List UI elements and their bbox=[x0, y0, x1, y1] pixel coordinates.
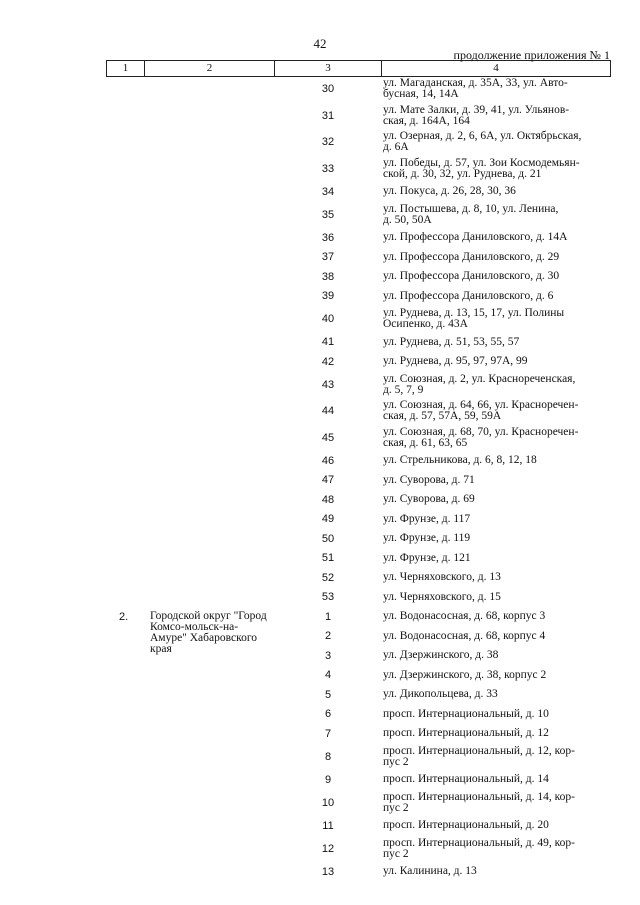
row-address bbox=[383, 475, 608, 486]
row-address bbox=[383, 553, 608, 564]
row-number: 37 bbox=[321, 251, 335, 264]
row-address bbox=[383, 650, 608, 661]
row-number: 11 bbox=[322, 819, 334, 832]
table-row bbox=[0, 77, 640, 104]
row-number: 47 bbox=[321, 474, 335, 487]
address-line: пус 2 bbox=[383, 801, 409, 814]
table-row bbox=[0, 725, 640, 745]
address-line: ул. Калинина, д. 13 bbox=[383, 865, 477, 877]
address-line: д. 6А bbox=[383, 141, 409, 153]
table-row bbox=[0, 203, 640, 230]
row-address bbox=[383, 291, 608, 302]
address-line: ул. Союзная, д. 64, 66, ул. Красноречен- bbox=[383, 399, 579, 411]
address-line: ул. Профессора Даниловского, д. 6 bbox=[383, 289, 554, 302]
column-header-2: 2 bbox=[145, 61, 275, 77]
address-line: ул. Фрунзе, д. 117 bbox=[383, 512, 471, 525]
row-address bbox=[383, 356, 608, 367]
row-number: 48 bbox=[321, 493, 335, 506]
row-address bbox=[383, 78, 608, 100]
address-line: ул. Фрунзе, д. 119 bbox=[383, 532, 471, 544]
row-address bbox=[383, 131, 608, 153]
address-line: д. 50, 50А bbox=[383, 213, 432, 226]
address-line: ул. Профессора Даниловского, д. 29 bbox=[383, 250, 560, 263]
row-number: 52 bbox=[321, 571, 335, 584]
table-row bbox=[0, 791, 640, 818]
address-line: пус 2 bbox=[383, 755, 409, 768]
row-address bbox=[383, 689, 608, 700]
row-address bbox=[383, 592, 608, 603]
continuation-note: продолжение приложения № 1 bbox=[453, 48, 610, 62]
row-number: 34 bbox=[321, 185, 335, 198]
row-address bbox=[383, 866, 608, 877]
address-line: ской, д. 30, 32, ул. Руднева, д. 21 bbox=[383, 167, 542, 180]
table-row bbox=[0, 745, 640, 772]
column-header-table bbox=[106, 60, 611, 77]
address-line: ул. Дикопольцева, д. 33 bbox=[383, 688, 498, 700]
table-row bbox=[0, 511, 640, 531]
address-line: просп. Интернациональный, д. 49, кор- bbox=[383, 836, 575, 849]
address-line: пус 2 bbox=[383, 847, 409, 860]
address-line: ул. Руднева, д. 13, 15, 17, ул. Полины bbox=[383, 307, 565, 319]
row-number: 43 bbox=[321, 378, 335, 391]
address-line: ул. Черняховского, д. 15 bbox=[383, 590, 501, 603]
address-line: ул. Руднева, д. 51, 53, 55, 57 bbox=[383, 335, 520, 348]
row-address bbox=[383, 158, 608, 180]
row-address bbox=[383, 308, 608, 330]
row-number: 32 bbox=[321, 136, 335, 149]
table-row bbox=[0, 589, 640, 609]
address-line: ул. Водонасосная, д. 68, корпус 3 bbox=[383, 610, 546, 622]
row-number: 33 bbox=[321, 162, 335, 175]
address-line: ул. Водонасосная, д. 68, корпус 4 bbox=[383, 629, 546, 642]
table-row bbox=[0, 334, 640, 354]
address-line: просп. Интернациональный, д. 14, кор- bbox=[383, 790, 575, 803]
row-address bbox=[383, 514, 608, 525]
row-address bbox=[383, 709, 608, 720]
row-number: 35 bbox=[321, 208, 335, 221]
row-address bbox=[383, 400, 608, 422]
row-address bbox=[383, 204, 608, 226]
row-address bbox=[383, 427, 608, 449]
row-address bbox=[383, 838, 608, 860]
column-header-3: 3 bbox=[275, 61, 382, 77]
address-line: ул. Дзержинского, д. 38, корпус 2 bbox=[383, 668, 547, 681]
address-line: ул. Союзная, д. 2, ул. Краснореченская, bbox=[383, 372, 576, 385]
row-number: 3 bbox=[324, 649, 332, 662]
row-number: 40 bbox=[321, 313, 335, 326]
address-line: д. 5, 7, 9 bbox=[383, 383, 424, 396]
address-line: ул. Магаданская, д. 35А, 33, ул. Авто- bbox=[383, 77, 568, 89]
row-address bbox=[383, 533, 608, 544]
row-number: 36 bbox=[321, 231, 335, 244]
row-number: 30 bbox=[321, 83, 335, 96]
table-row bbox=[0, 667, 640, 687]
row-number: 44 bbox=[321, 405, 335, 418]
row-number: 42 bbox=[321, 355, 335, 368]
row-number: 9 bbox=[324, 773, 332, 786]
table-row bbox=[0, 104, 640, 131]
row-address bbox=[383, 271, 608, 282]
address-line: ул. Суворова, д. 69 bbox=[383, 493, 475, 505]
row-number: 12 bbox=[321, 842, 335, 855]
address-line: ул. Черняховского, д. 13 bbox=[383, 571, 501, 583]
row-address bbox=[383, 186, 608, 197]
row-number: 13 bbox=[321, 865, 335, 878]
row-number: 39 bbox=[321, 290, 335, 303]
table-row bbox=[0, 491, 640, 511]
row-number: 2 bbox=[324, 630, 332, 643]
row-number: 4 bbox=[324, 669, 332, 682]
row-number: 5 bbox=[324, 688, 332, 701]
row-number: 31 bbox=[321, 109, 335, 122]
address-line: ул. Профессора Даниловского, д. 30 bbox=[383, 270, 560, 282]
table-row bbox=[0, 472, 640, 492]
address-line: просп. Интернациональный, д. 10 bbox=[383, 707, 549, 720]
row-number: 50 bbox=[321, 532, 335, 545]
row-number: 41 bbox=[321, 336, 335, 349]
table-row bbox=[0, 130, 640, 157]
table-row bbox=[0, 550, 640, 570]
row-address bbox=[383, 631, 608, 642]
row-number: 53 bbox=[321, 591, 335, 604]
row-number: 7 bbox=[324, 727, 332, 740]
row-address bbox=[383, 105, 608, 127]
row-address bbox=[383, 252, 608, 263]
address-line: просп. Интернациональный, д. 20 bbox=[383, 819, 549, 831]
address-line: ул. Профессора Даниловского, д. 14А bbox=[383, 231, 568, 243]
table-row bbox=[0, 837, 640, 864]
row-address bbox=[383, 494, 608, 505]
row-number: 51 bbox=[321, 552, 335, 565]
column-header-4: 4 bbox=[382, 61, 611, 77]
address-line: ская, д. 164А, 164 bbox=[383, 114, 470, 127]
address-line: ул. Руднева, д. 95, 97, 97А, 99 bbox=[383, 355, 528, 367]
row-address bbox=[383, 728, 608, 739]
row-address bbox=[383, 746, 608, 768]
table-row bbox=[0, 817, 640, 837]
section-number: 2. bbox=[119, 611, 129, 623]
table-row bbox=[0, 183, 640, 203]
table-row bbox=[0, 686, 640, 706]
table-row bbox=[0, 530, 640, 550]
row-address bbox=[383, 337, 608, 348]
table-row bbox=[0, 249, 640, 269]
address-line: ул. Суворова, д. 71 bbox=[383, 473, 475, 486]
address-line: ул. Союзная, д. 68, 70, ул. Красноречен- bbox=[383, 425, 579, 438]
address-line: просп. Интернациональный, д. 12 bbox=[383, 727, 549, 739]
row-number: 8 bbox=[324, 750, 332, 763]
table-row bbox=[0, 771, 640, 791]
page-number: 42 bbox=[313, 36, 327, 51]
address-line: бусная, 14, 14А bbox=[383, 88, 459, 100]
row-address bbox=[383, 792, 608, 814]
table-row bbox=[0, 706, 640, 726]
row-number: 46 bbox=[321, 454, 335, 467]
row-address bbox=[383, 774, 608, 785]
table-row bbox=[0, 399, 640, 426]
address-line: Осипенко, д. 43А bbox=[383, 318, 468, 330]
row-number: 6 bbox=[324, 708, 332, 721]
row-address bbox=[383, 670, 608, 681]
row-address bbox=[383, 374, 608, 396]
table-row bbox=[0, 647, 640, 667]
section-name: Городской округ "Город Комсо-мольск-на-Амуре" Хабаровского края bbox=[150, 610, 267, 655]
row-address bbox=[383, 572, 608, 583]
row-address bbox=[383, 820, 608, 831]
table-row bbox=[0, 353, 640, 373]
row-number: 38 bbox=[321, 270, 335, 283]
column-header-1: 1 bbox=[107, 61, 145, 77]
row-address bbox=[383, 232, 608, 243]
address-line: ул. Озерная, д. 2, 6, 6А, ул. Октябрьская, bbox=[383, 130, 582, 142]
address-line: ская, д. 61, 63, 65 bbox=[383, 436, 468, 449]
table-row bbox=[0, 452, 640, 472]
row-number: 1 bbox=[324, 610, 332, 623]
address-line: просп. Интернациональный, д. 12, кор- bbox=[383, 744, 575, 757]
row-address bbox=[383, 455, 608, 466]
table-row bbox=[0, 157, 640, 184]
address-line: ская, д. 57, 57А, 59, 59А bbox=[383, 410, 502, 422]
address-line: ул. Мате Залки, д. 39, 41, ул. Ульянов- bbox=[383, 103, 570, 116]
table-row bbox=[0, 426, 640, 453]
table-row bbox=[0, 863, 640, 883]
table-row bbox=[0, 628, 640, 648]
address-line: ул. Постышева, д. 8, 10, ул. Ленина, bbox=[383, 202, 559, 215]
address-line: ул. Стрельникова, д. 6, 8, 12, 18 bbox=[383, 454, 537, 466]
table-row bbox=[0, 288, 640, 308]
address-line: ул. Фрунзе, д. 121 bbox=[383, 551, 471, 564]
address-line: просп. Интернациональный, д. 14 bbox=[383, 773, 549, 785]
table-row bbox=[0, 268, 640, 288]
address-line: ул. Покуса, д. 26, 28, 30, 36 bbox=[383, 185, 516, 197]
table-row bbox=[0, 373, 640, 400]
row-address bbox=[383, 611, 608, 622]
table-row bbox=[0, 307, 640, 334]
address-line: ул. Дзержинского, д. 38 bbox=[383, 649, 499, 661]
row-number: 45 bbox=[321, 431, 335, 444]
row-number: 49 bbox=[321, 513, 335, 526]
table-row bbox=[0, 229, 640, 249]
table-row bbox=[0, 569, 640, 589]
row-number: 10 bbox=[321, 796, 335, 809]
address-line: ул. Победы, д. 57, ул. Зои Космодемьян- bbox=[383, 156, 580, 169]
